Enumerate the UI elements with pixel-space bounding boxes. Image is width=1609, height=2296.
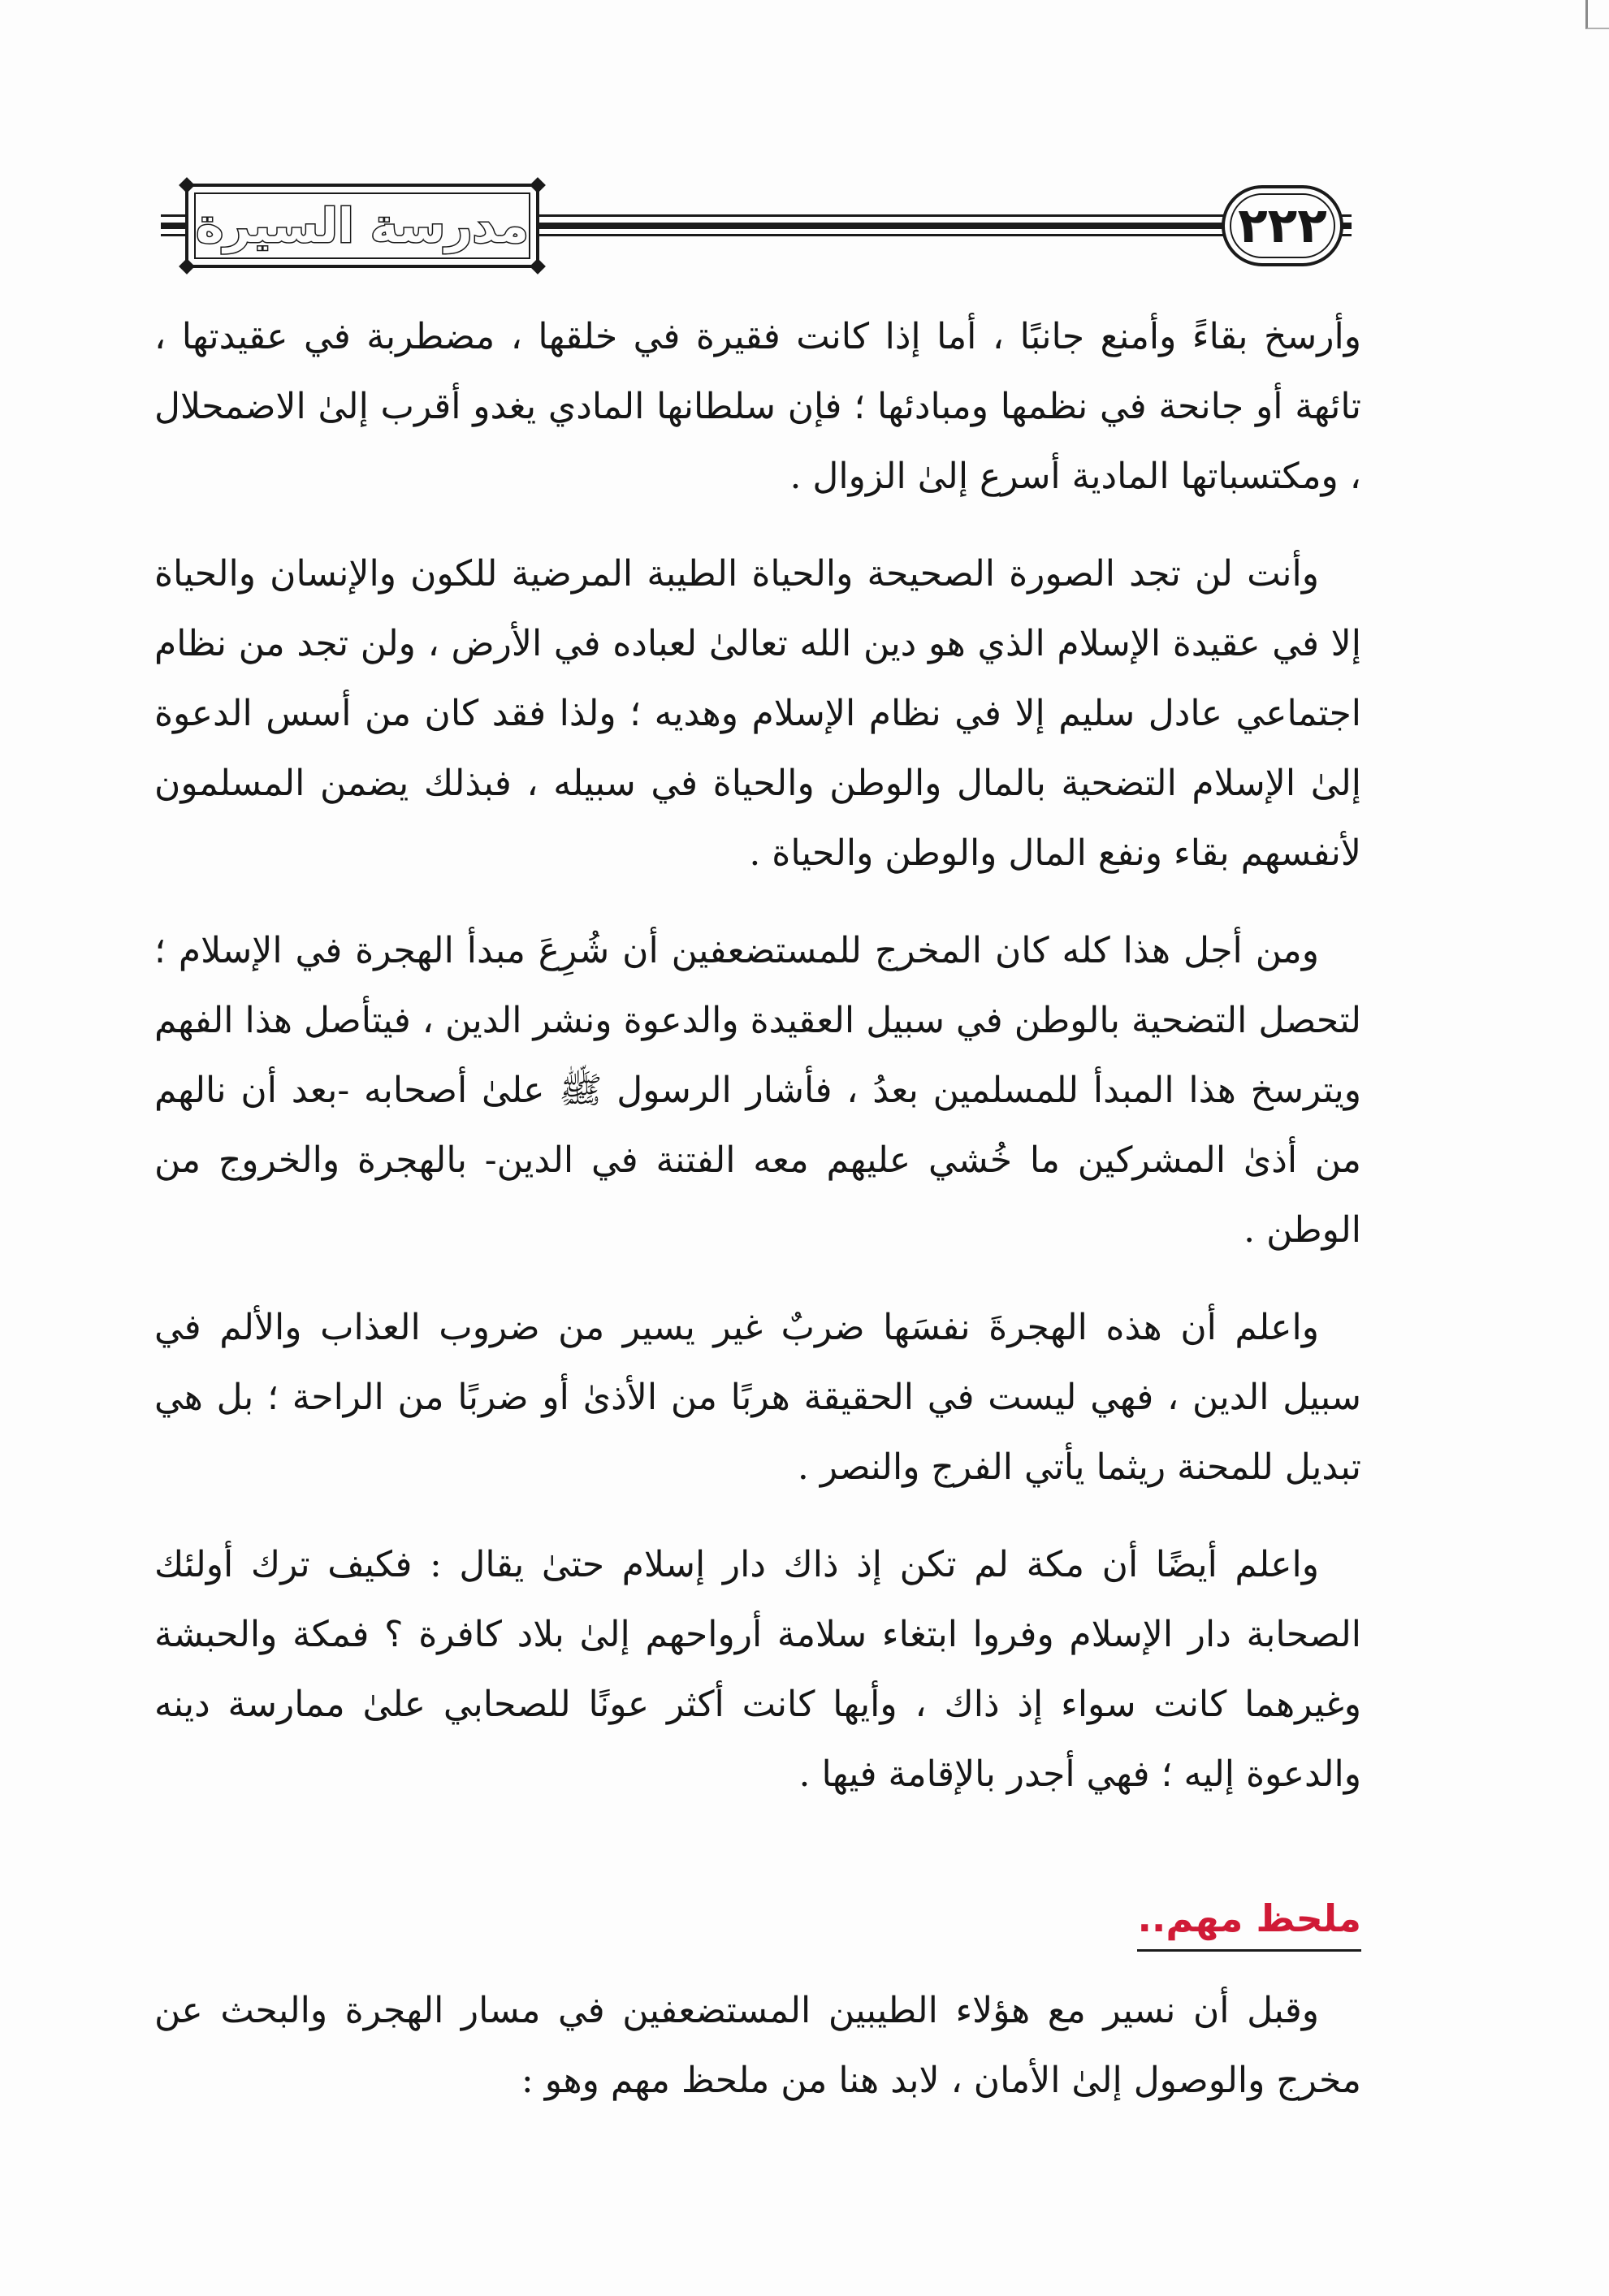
page-body <box>154 302 1361 2116</box>
paragraph-1: وأرسخ بقاءً وأمنع جانبًا ، أما إذا كانت فقيرة في خلقها ، مضطربة في عقيدتها ، تائهة أو جانحة في نظمها ومبادئها ؛ فإن سلطانها المادي يغدو أقرب إلىٰ الاضمحلال ، ومكتسباتها المادية أسرع إلىٰ الزوال . <box>154 316 1361 497</box>
note-heading: ملحظ مهم.. <box>1137 1894 1361 1952</box>
book-title-frame <box>185 184 539 268</box>
running-header <box>161 180 1352 271</box>
paragraph-3: ومن أجل هذا كله كان المخرج للمستضعفين أن شُرِعَ مبدأ الهجرة في الإسلام ؛ لتحصل التضحية بالوطن في سبيل العقيدة والدعوة ونشر الدين ، فيتأصل هذا الفهم ويترسخ هذا المبدأ للمسلمين بعدُ ، فأشار الرسول ﷺ علىٰ أصحابه -بعد أن نالهم من أذىٰ المشركين ما خُشي عليهم معه الفتنة في الدين- بالهجرة والخروج من الوطن . <box>154 930 1361 1251</box>
frame-corner-ornament <box>530 258 546 275</box>
note-paragraph: وقبل أن نسير مع هؤلاء الطيبين المستضعفين في مسار الهجرة والبحث عن مخرج والوصول إلىٰ الأمان ، لابد هنا من ملحظ مهم وهو : <box>154 1990 1361 2101</box>
paragraph-5: واعلم أيضًا أن مكة لم تكن إذ ذاك دار إسلام حتىٰ يقال : فكيف ترك أولئك الصحابة دار الإسلام وفروا ابتغاء سلامة أرواحهم إلىٰ بلاد كافرة ؟ فمكة والحبشة وغيرهما كانت سواء إذ ذاك ، وأيها كانت أكثر عونًا للصحابي علىٰ ممارسة دينه والدعوة إليه ؛ فهي أجدر بالإقامة فيها . <box>154 1544 1361 1795</box>
paragraph-4: واعلم أن هذه الهجرةَ نفسَها ضربٌ غير يسير من ضروب العذاب والألم في سبيل الدين ، فهي ليست في الحقيقة هربًا من الأذىٰ أو ضربًا من الراحة ؛ بل هي تبديل للمحنة ريثما يأتي الفرج والنصر . <box>154 1307 1361 1488</box>
scan-edge-mark <box>1585 0 1609 29</box>
book-title: مدرسة السيرة <box>196 198 529 253</box>
frame-corner-ornament <box>179 177 195 193</box>
page-number: ٢٢٢ <box>1238 197 1327 254</box>
note-heading-row <box>154 1894 1361 1952</box>
frame-corner-ornament <box>530 177 546 193</box>
frame-corner-ornament <box>179 258 195 275</box>
page-number-badge <box>1222 185 1343 266</box>
paragraph-2: وأنت لن تجد الصورة الصحيحة والحياة الطيبة المرضية للكون والإنسان والحياة إلا في عقيدة الإسلام الذي هو دين الله تعالىٰ لعباده في الأرض ، ولن تجد من نظام اجتماعي عادل سليم إلا في نظام الإسلام وهديه ؛ ولذا فقد كان من أسس الدعوة إلىٰ الإسلام التضحية بالمال والوطن والحياة في سبيله ، فبذلك يضمن المسلمون لأنفسهم بقاء ونفع المال والوطن والحياة . <box>154 553 1361 874</box>
